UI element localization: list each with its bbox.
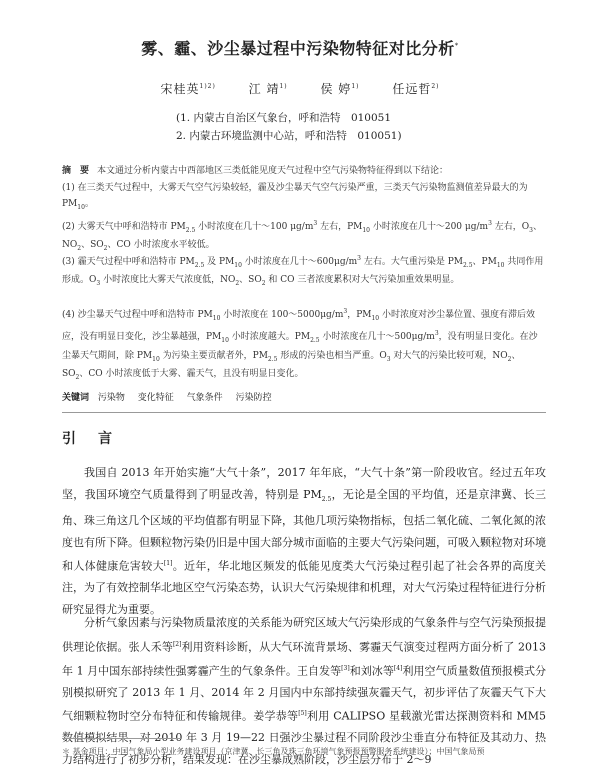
keywords-label: 关键词 — [62, 393, 90, 403]
footnote-rule — [62, 738, 182, 739]
keywords — [62, 390, 282, 403]
keyword: 污染物 — [97, 393, 125, 403]
author: 侯 婷$^{1)}$ — [320, 82, 360, 96]
intro-paragraph-1: 我国自 2013 年开始实施“大气十条”，2017 年年底，“大气十条”第一阶段收官。经过五年攻坚，我国环境空气质量得到了明显改善，特别是 $PM_{2.5}$，无论是全国的平均值，还是京津冀、长三角、珠三角这几个区域的平均值都有明显下降，其他几项污染物指标，包括二氧化硫、二氧化氮的浓度也有所下降。但颗粒物污染仍旧是中国大部分城市面临的主要大气污染问题，可吸入颗粒物对环境和人体健康危害较大[1]。近年，华北地区频发的低能见度类大气污染过程引起了社会各界的高度关注，为了有效控制华北地区空气污染态势，认识大气污染规律和机理，对大气污染过程特征进行分析研究显得尤为重要。 — [62, 466, 547, 616]
abstract-label: 摘 要 — [62, 166, 90, 176]
title-footnote-mark: * — [454, 41, 459, 50]
affiliation-1: (1. 内蒙古自治区气象台，呼和浩特 010051 — [176, 112, 392, 124]
abstract-point-2: (2) 大雾天气中呼和浩特市 $PM_{2.5}$ 小时浓度在几十～100 $\mu g/m^3$ 左右，$PM_{10}$ 小时浓度在几十～200 $\mu g/m^3$ 左右，$O_3$、$NO_2$、$SO_2$、CO 小时浓度水平较低。 — [62, 220, 542, 253]
title-text: 雾、霾、沙尘暴过程中污染物特征对比分析 — [141, 39, 455, 58]
footnote: ＊ 基金项目：中国气象局小型业务建设项目（京津冀、长三角及珠三角环境气象预报预警服务系统建设）；中国气象局预 — [62, 747, 485, 756]
keyword: 污染防控 — [235, 393, 272, 403]
author-list — [0, 80, 600, 97]
author: 江 靖$^{1)}$ — [248, 82, 288, 96]
author: 宋桂英$^{1)2)}$ — [160, 82, 216, 96]
affiliation-2: 2. 内蒙古环境监测中心站，呼和浩特 010051) — [176, 130, 402, 142]
abstract-intro: 摘 要 本文通过分析内蒙古中西部地区三类低能见度天气过程中空气污染物特征得到以下结论： — [62, 166, 449, 176]
section-heading: 引 言 — [62, 431, 116, 447]
author: 任远哲$^{2)}$ — [392, 82, 440, 96]
paper-title — [0, 36, 600, 59]
intro-paragraph-2: 分析气象因素与污染物质量浓度的关系能为研究区域大气污染形成的气象条件与空气污染预报提供理论依据。张人禾等[2]利用资料诊断，从大气环流背景场、雾霾天气演变过程两方面分析了 2013 年 1 月中国东部持续性强雾霾产生的气象条件。王自发等[3]和刘冰等[4]利用空气质量数值预报模式分别模拟研究了 2013 年 1 月、2014 年 2 月国内中东部持续强灰霾天气，初步评估了灰霾天气下大气细颗粒物时空分布特征和传输规律。姜学恭等[5]利用 CALIPSO 星载激光雷达探测资料和 MM5 数值模拟结果，对 2010 年 3 月 19—22 日强沙尘暴过程不同阶段沙尘垂直分布特征及其动力、热力结构进行了初步分析，结果发现：在沙尘暴成熟阶段，沙尘层分布于 2～9 — [62, 616, 547, 766]
abstract-point-1: (1) 在三类天气过程中，大雾天气空气污染较轻，霾及沙尘暴天气空气污染严重，三类天气污染物监测值差异最大的为 $PM_{10}$。 — [62, 183, 528, 211]
keyword: 变化特征 — [137, 393, 174, 403]
divider — [62, 412, 546, 413]
abstract-point-3: (3) 霾天气过程中呼和浩特市 $PM_{2.5}$ 及 $PM_{10}$ 小时浓度在几十$\sim 600\mu g/m^3$ 左右。大气重污染是 $PM_{2.5}$、$PM_{10}$ 共同作用形成。$O_3$ 小时浓度比大雾天气浓度低，$NO_2$、$SO_2$ 和 CO 三者浓度累积对大气污染加重效果明显。 — [62, 255, 544, 288]
abstract-point-4: (4) 沙尘暴天气过程中呼和浩特市 $PM_{10}$ 小时浓度在 $100\sim 5000\mu g/m^3$，$PM_{10}$ 小时浓度对沙尘暴位置、强度有滞后效应，没有明显日变化，沙尘暴越强，$PM_{10}$ 小时浓度越大。$PM_{2.5}$ 小时浓度在几十$\sim 500\mu g/m^3$，没有明显日变化。在沙尘暴天气期间，除 $PM_{10}$ 为污染主要贡献者外，$PM_{2.5}$ 形成的污染也相当严重。$O_3$ 对大气的污染比较可观，$NO_2$、$SO_2$、CO 小时浓度低于大雾、霾天气，且没有明显日变化。 — [62, 308, 538, 381]
keyword: 气象条件 — [186, 393, 223, 403]
